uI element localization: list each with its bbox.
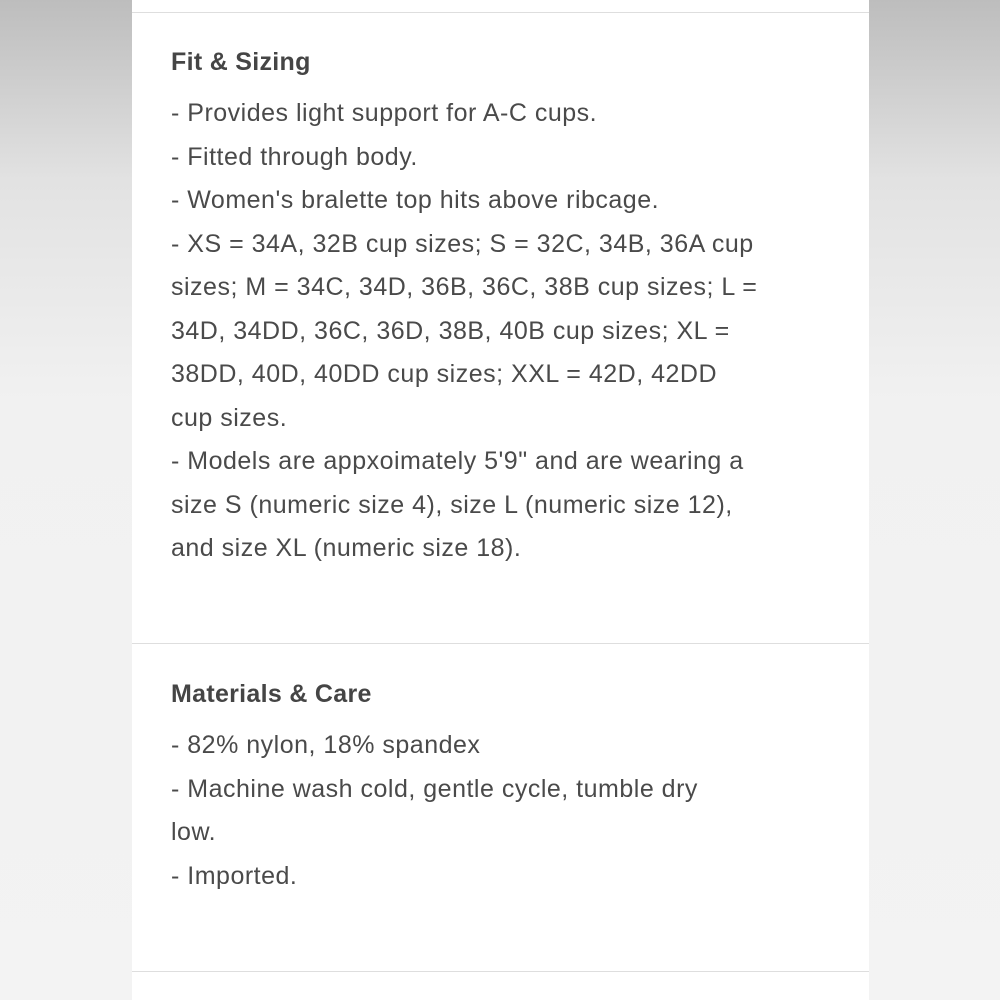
fit-sizing-line: 38DD, 40D, 40DD cup sizes; XXL = 42D, 42DD xyxy=(171,360,718,388)
materials-care-line: - Machine wash cold, gentle cycle, tumble dry xyxy=(171,774,698,803)
materials-care-heading: Materials & Care xyxy=(171,680,372,708)
fit-sizing-line: - Fitted through body. xyxy=(171,142,418,171)
fit-sizing-line: - Models are appxoimately 5'9" and are wearing a xyxy=(171,447,744,475)
materials-care-line: low. xyxy=(171,818,217,846)
fit-sizing-body xyxy=(171,92,851,571)
fit-sizing-section xyxy=(171,44,851,571)
materials-care-section xyxy=(171,676,851,898)
fit-sizing-line: cup sizes. xyxy=(171,403,288,432)
fit-sizing-line: - Provides light support for A-C cups. xyxy=(171,99,598,127)
fit-sizing-line: size S (numeric size 4), size L (numeric size 12), xyxy=(171,490,733,519)
bottom-divider xyxy=(132,971,869,972)
fit-sizing-line: sizes; M = 34C, 34D, 36B, 36C, 38B cup sizes; L = xyxy=(171,273,758,301)
product-details-panel xyxy=(132,0,869,1000)
fit-sizing-line: - XS = 34A, 32B cup sizes; S = 32C, 34B, 36A cup xyxy=(171,229,754,258)
fit-sizing-line: and size XL (numeric size 18). xyxy=(171,534,522,562)
section-divider xyxy=(132,643,869,644)
materials-care-line: - 82% nylon, 18% spandex xyxy=(171,731,481,759)
fit-sizing-line: - Women's bralette top hits above ribcage. xyxy=(171,186,660,214)
left-background xyxy=(0,0,132,1000)
materials-care-body xyxy=(171,724,851,898)
fit-sizing-line: 34D, 34DD, 36C, 36D, 38B, 40B cup sizes; XL = xyxy=(171,316,730,345)
right-background xyxy=(869,0,1000,1000)
top-divider xyxy=(132,12,869,13)
fit-sizing-heading: Fit & Sizing xyxy=(171,48,311,76)
materials-care-line: - Imported. xyxy=(171,861,298,890)
